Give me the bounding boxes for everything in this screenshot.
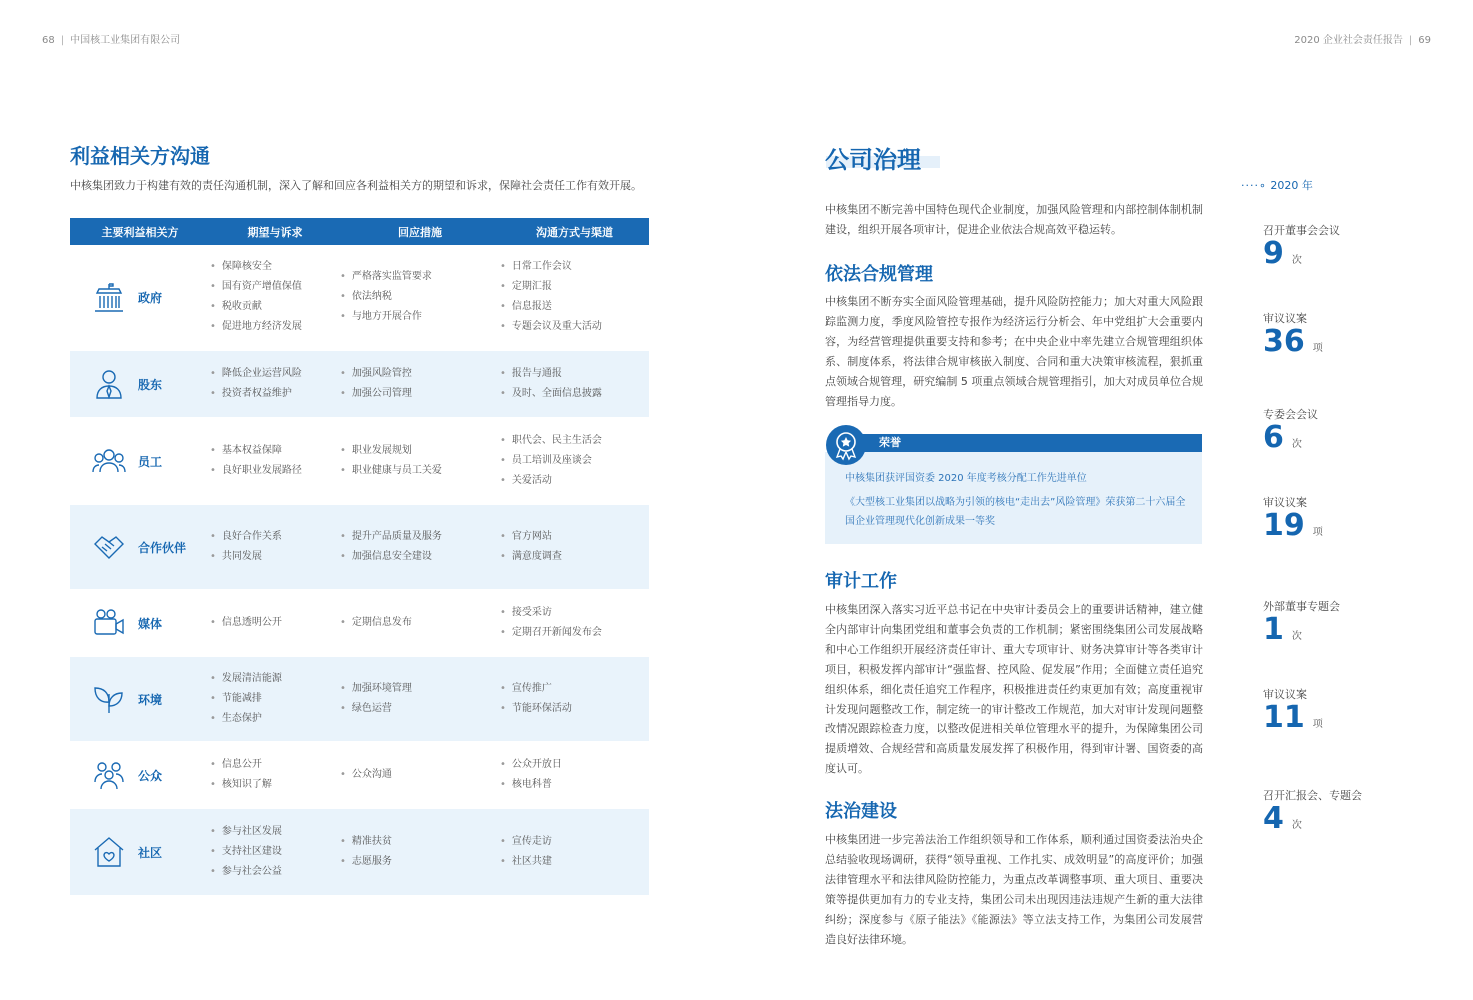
stakeholder-cell	[70, 280, 210, 314]
year-label: 2020 年	[1270, 179, 1313, 192]
stat-value: 4 次	[1263, 801, 1302, 836]
honor-label: 荣誉	[879, 436, 901, 449]
left-org-name: 中国核工业集团有限公司	[70, 35, 181, 46]
list-item: • 公众开放日	[500, 755, 649, 775]
stat-value: 36 项	[1263, 324, 1323, 359]
list-item: • 生态保护	[210, 709, 340, 729]
table-row	[70, 591, 649, 655]
list-item: • 加强环境管理	[340, 679, 500, 699]
stakeholder-name: 环境	[138, 692, 163, 707]
stakeholder-cell	[70, 835, 210, 869]
section-text-audit: 中核集团深入落实习近平总书记在中央审计委员会上的重要讲话精神，建立健全内部审计向集团党组和董事会负责的工作机制；紧密围绕集团公司发展战略和中心工作组织开展经济责任审计、重大专项审计、财务决算审计等各类审计项目，积极发挥内部审计“强监督、控风险、促发展”作用；全面健立责任追究组织体系，细化责任追究工作程序，积极推进责任约束更加有效；高度重视审计发现问题整改工作，制定统一的审计整改工作规范，加大对审计发现问题整改情况跟踪检查力度，以整改促进相关单位管理水平的提升，为保障集团公司提质增效、合规经营和高质量发展发挥了积极作用，得到审计署、国资委的高度认可。	[825, 603, 1203, 776]
right-report-title: 2020 企业社会责任报告	[1294, 35, 1403, 46]
employees-group-icon	[92, 444, 126, 478]
table-row	[70, 809, 649, 895]
stakeholder-name: 员工	[138, 454, 163, 469]
response-list	[340, 679, 500, 719]
stakeholder-name: 媒体	[138, 616, 163, 631]
channel-list	[500, 603, 649, 643]
list-item: • 共同发展	[210, 547, 340, 567]
shareholder-person-icon	[92, 367, 126, 401]
response-list	[340, 527, 500, 567]
channel-list	[500, 755, 649, 795]
section-title-audit: 审计工作	[825, 571, 897, 592]
stat-label: 召开汇报会、专题会	[1263, 789, 1362, 802]
list-item: • 节能环保活动	[500, 699, 649, 719]
list-item: • 与地方开展合作	[340, 307, 500, 327]
stakeholder-cell	[70, 444, 210, 478]
header-stakeholder: 主要利益相关方	[101, 225, 179, 239]
government-building-icon	[92, 280, 126, 314]
list-item: • 节能减排	[210, 689, 340, 709]
governance-intro: 中核集团不断完善中国特色现代企业制度，加强风险管理和内部控制体制机制建设，组织开展各项审计，促进企业依法合规高效平稳运转。	[825, 203, 1203, 236]
channel-list	[500, 679, 649, 719]
list-item: • 员工培训及座谈会	[500, 451, 649, 471]
expectation-list	[210, 755, 340, 795]
list-item: • 税收贡献	[210, 297, 340, 317]
list-item: • 专题会议及重大活动	[500, 317, 649, 337]
response-list	[340, 832, 500, 872]
stat-value: 6 次	[1263, 420, 1302, 455]
expectation-list	[210, 257, 340, 336]
header-expectation: 期望与诉求	[247, 225, 303, 239]
stakeholder-title: 利益相关方沟通	[70, 144, 210, 168]
expectation-list	[210, 669, 340, 728]
list-item: • 核电科普	[500, 775, 649, 795]
list-item: • 社区共建	[500, 852, 649, 872]
community-house-icon	[92, 835, 126, 869]
list-item: • 日常工作会议	[500, 257, 649, 277]
table-row	[70, 505, 649, 589]
response-list	[340, 765, 500, 785]
list-item: • 宣传推广	[500, 679, 649, 699]
partner-handshake-icon	[92, 530, 126, 564]
response-list	[340, 613, 500, 633]
channel-list	[500, 431, 649, 490]
stat-value: 11 项	[1263, 700, 1323, 735]
header-channel: 沟通方式与渠道	[536, 225, 613, 239]
stakeholder-name: 社区	[138, 845, 163, 860]
list-item: • 官方网站	[500, 527, 649, 547]
stakeholder-name: 公众	[138, 768, 163, 783]
section-text-compliance: 中核集团不断夯实全面风险管理基础，提升风险防控能力；加大对重大风险跟踪监测力度，季度风险管控专报作为经济运行分析会、年中党组扩大会重要内容，为经营管理提供重要支持和参考；在中央企业中率先建立合规管理组织体系、制度体系，将法律合规审核嵌入制度、合同和重大决策审核流程，狠抓重点领域合规管理，研究编制 5 项重点领域合规管理指引，加大对成员单位合规管理指导力度。	[825, 295, 1203, 408]
stakeholder-cell	[70, 682, 210, 716]
expectation-list	[210, 527, 340, 567]
list-item: • 关爱活动	[500, 471, 649, 491]
expectation-list	[210, 613, 340, 633]
list-item: • 国有资产增值保值	[210, 277, 340, 297]
expectation-list	[210, 822, 340, 881]
stakeholder-intro: 中核集团致力于构建有效的责任沟通机制，深入了解和回应各利益相关方的期望和诉求，保障社会责任工作有效开展。	[70, 179, 642, 192]
right-page-number: 69	[1418, 35, 1431, 46]
list-item: • 职业发展规划	[340, 441, 500, 461]
list-item: • 职代会、民主生活会	[500, 431, 649, 451]
list-item: • 接受采访	[500, 603, 649, 623]
list-item: • 绿色运营	[340, 699, 500, 719]
stat-value: 9 次	[1263, 236, 1302, 271]
stakeholder-table	[70, 218, 649, 877]
list-item: • 信息公开	[210, 755, 340, 775]
list-item: • 满意度调查	[500, 547, 649, 567]
list-item: • 发展清洁能源	[210, 669, 340, 689]
stakeholder-name: 股东	[138, 377, 163, 392]
stakeholder-cell	[70, 367, 210, 401]
stakeholder-name: 政府	[138, 290, 163, 305]
stat-value: 1 次	[1263, 612, 1302, 647]
section-title-rule-of-law: 法治建设	[825, 801, 897, 822]
list-item: • 信息报送	[500, 297, 649, 317]
right-page-header: 2020 企业社会责任报告 | 69	[1294, 35, 1431, 46]
list-item: • 职业健康与员工关爱	[340, 461, 500, 481]
stat-label: 审议议案	[1263, 688, 1307, 701]
dotted-marker-icon: ····∘	[1241, 179, 1267, 192]
list-item: • 促进地方经济发展	[210, 317, 340, 337]
response-list	[340, 441, 500, 481]
expectation-list	[210, 364, 340, 404]
list-item: • 加强公司管理	[340, 384, 500, 404]
list-item: • 降低企业运营风险	[210, 364, 340, 384]
honor-item: 中核集团获评国资委 2020 年度考核分配工作先进单位	[845, 473, 1087, 484]
list-item: • 参与社会公益	[210, 862, 340, 882]
table-header	[70, 218, 649, 245]
list-item: • 良好合作关系	[210, 527, 340, 547]
list-item: • 良好职业发展路径	[210, 461, 340, 481]
stat-label: 专委会会议	[1263, 408, 1318, 421]
stat-label: 外部董事专题会	[1263, 600, 1340, 613]
left-page-number: 68	[42, 35, 55, 46]
channel-list	[500, 364, 649, 404]
list-item: • 投资者权益维护	[210, 384, 340, 404]
award-badge-icon	[825, 424, 867, 466]
stakeholder-name: 合作伙伴	[138, 540, 187, 555]
sidebar-year	[1241, 177, 1313, 193]
list-item: • 保障核安全	[210, 257, 340, 277]
list-item: • 定期信息发布	[340, 613, 500, 633]
list-item: • 定期召开新闻发布会	[500, 623, 649, 643]
stakeholder-cell	[70, 530, 210, 564]
stat-label: 召开董事会会议	[1263, 224, 1340, 237]
list-item: • 支持社区建设	[210, 842, 340, 862]
table-row	[70, 743, 649, 807]
list-item: • 定期汇报	[500, 277, 649, 297]
list-item: • 提升产品质量及服务	[340, 527, 500, 547]
section-title-compliance: 依法合规管理	[825, 264, 933, 285]
table-row	[70, 351, 649, 417]
list-item: • 信息透明公开	[210, 613, 340, 633]
table-row	[70, 657, 649, 741]
list-item: • 基本权益保障	[210, 441, 340, 461]
stat-label: 审议议案	[1263, 312, 1307, 325]
response-list	[340, 267, 500, 326]
environment-leaf-icon	[92, 682, 126, 716]
list-item: • 志愿服务	[340, 852, 500, 872]
table-row	[70, 419, 649, 503]
left-page-header: 68 | 中国核工业集团有限公司	[42, 35, 181, 46]
honor-box	[825, 424, 1202, 544]
stakeholder-cell	[70, 606, 210, 640]
list-item: • 精准扶贫	[340, 832, 500, 852]
stat-label: 审议议案	[1263, 496, 1307, 509]
channel-list	[500, 832, 649, 872]
channel-list	[500, 527, 649, 567]
list-item: • 加强风险管控	[340, 364, 500, 384]
media-camera-icon	[92, 606, 126, 640]
list-item: • 参与社区发展	[210, 822, 340, 842]
section-text-rule-of-law: 中核集团进一步完善法治工作组织领导和工作体系，顺利通过国资委法治央企总结验收现场调研，获得“领导重视、工作扎实、成效明显”的高度评价；加强法律管理水平和法律风险防控能力，为重点改革调整事项、重大项目、重要决策等提供更加有力的专业支持，集团公司未出现因违法违规产生新的重大法律纠纷；深度参与《原子能法》《能源法》等立法支持工作，为集团公司发展营造良好法律环境。	[825, 833, 1203, 946]
expectation-list	[210, 441, 340, 481]
governance-title: 公司治理	[825, 146, 921, 174]
response-list	[340, 364, 500, 404]
list-item: • 报告与通报	[500, 364, 649, 384]
list-item: • 公众沟通	[340, 765, 500, 785]
list-item: • 加强信息安全建设	[340, 547, 500, 567]
stakeholder-cell	[70, 758, 210, 792]
stat-value: 19 项	[1263, 508, 1323, 543]
channel-list	[500, 257, 649, 336]
table-row	[70, 245, 649, 349]
list-item: • 核知识了解	[210, 775, 340, 795]
list-item: • 严格落实监管要求	[340, 267, 500, 287]
list-item: • 及时、全面信息披露	[500, 384, 649, 404]
list-item: • 依法纳税	[340, 287, 500, 307]
public-people-icon	[92, 758, 126, 792]
honor-item: 《大型核工业集团以战略为引领的核电“走出去”风险管理》荣获第二十六届全国企业管理现代化创新成果一等奖	[845, 497, 1186, 527]
header-response: 回应措施	[398, 225, 442, 239]
list-item: • 宣传走访	[500, 832, 649, 852]
